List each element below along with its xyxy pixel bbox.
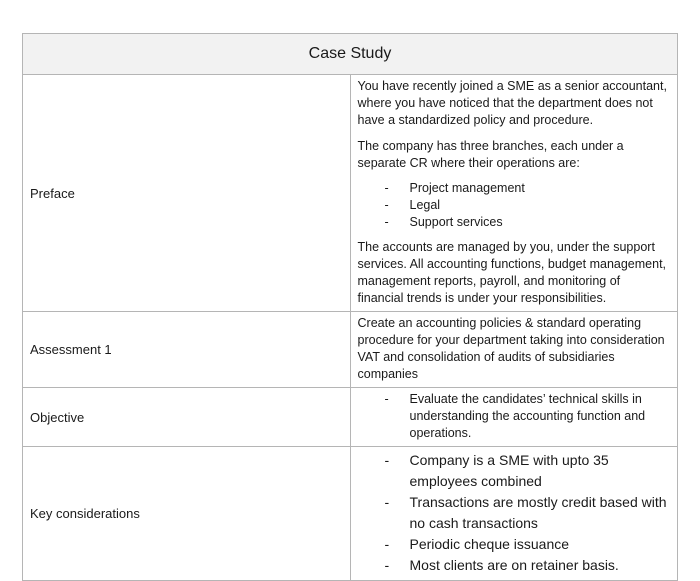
branches-list bbox=[358, 180, 670, 231]
list-item bbox=[358, 492, 670, 534]
dash-bullet: - bbox=[384, 536, 390, 552]
list-item-text: Support services bbox=[409, 215, 503, 229]
objective-list bbox=[358, 391, 670, 442]
objective-row bbox=[23, 388, 678, 447]
dash-bullet: - bbox=[384, 198, 389, 212]
dash-bullet: - bbox=[384, 494, 390, 510]
preface-paragraph-1: You have recently joined a SME as a senior accountant, where you have noticed that the department does not have a standardized policy and procedure. bbox=[357, 79, 667, 127]
dash-bullet: - bbox=[384, 392, 389, 406]
case-study-document bbox=[22, 33, 678, 581]
case-study-table bbox=[22, 33, 678, 581]
preface-content bbox=[350, 75, 678, 312]
list-item-text: Evaluate the candidates’ technical skills in understanding the accounting function and operations. bbox=[409, 392, 646, 440]
assessment-text: Create an accounting policies & standard operating procedure for your department taking into consideration VAT and consolidation of audits of subsidiaries companies bbox=[357, 316, 665, 381]
preface-paragraph-2: The company has three branches, each under a separate CR where their operations are: bbox=[357, 139, 624, 170]
case-study-title: Case Study bbox=[23, 34, 678, 75]
dash-bullet: - bbox=[384, 452, 390, 468]
assessment-row bbox=[23, 312, 678, 388]
list-item bbox=[358, 555, 670, 576]
list-item-text: Legal bbox=[409, 198, 441, 212]
dash-bullet: - bbox=[384, 557, 390, 573]
list-item-text: Company is a SME with upto 35 employees combined bbox=[409, 452, 609, 489]
key-considerations-row bbox=[23, 447, 678, 581]
preface-paragraph-3: The accounts are managed by you, under the support services. All accounting functions, budget management, management reports, payroll, and monitoring of financial trends is under your responsibilities. bbox=[357, 240, 667, 305]
dash-bullet: - bbox=[384, 215, 389, 229]
list-item-text: Most clients are on retainer basis. bbox=[409, 557, 619, 573]
objective-content bbox=[350, 388, 678, 447]
list-item bbox=[358, 534, 670, 555]
list-item-text: Transactions are mostly credit based with no cash transactions bbox=[409, 494, 667, 531]
dash-bullet: - bbox=[384, 181, 389, 195]
objective-label: Objective bbox=[23, 388, 351, 447]
list-item-text: Periodic cheque issuance bbox=[409, 536, 570, 552]
assessment-label: Assessment 1 bbox=[23, 312, 351, 388]
assessment-content bbox=[350, 312, 678, 388]
preface-row bbox=[23, 75, 678, 312]
key-considerations-label: Key considerations bbox=[23, 447, 351, 581]
list-item bbox=[358, 197, 670, 214]
key-considerations-content bbox=[350, 447, 678, 581]
list-item bbox=[358, 450, 670, 492]
preface-label: Preface bbox=[23, 75, 351, 312]
list-item bbox=[358, 214, 670, 231]
key-considerations-list bbox=[358, 450, 670, 576]
list-item-text: Project management bbox=[409, 181, 525, 195]
list-item bbox=[358, 391, 670, 442]
title-row bbox=[23, 34, 678, 75]
list-item bbox=[358, 180, 670, 197]
